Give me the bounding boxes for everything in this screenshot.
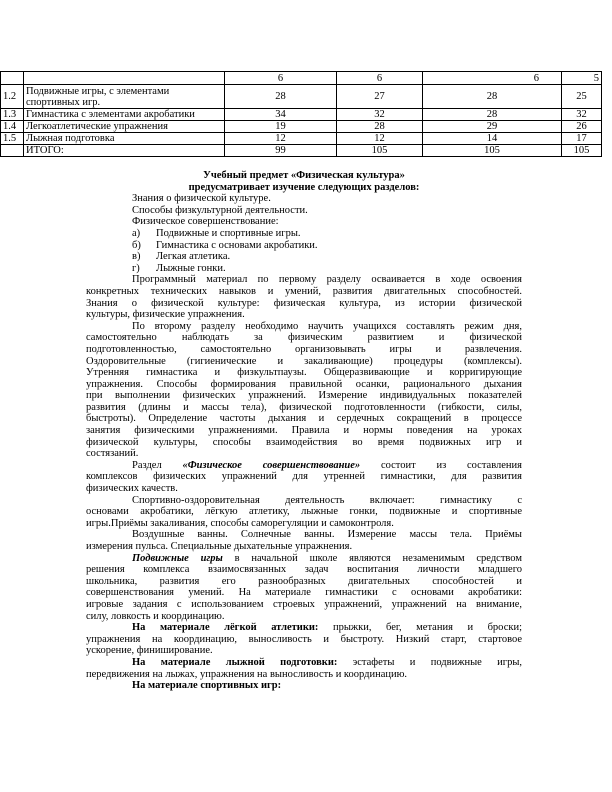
paragraph-line: состязаний. [86, 448, 139, 460]
section-item: Физическое совершенствование: [132, 216, 279, 228]
list-text: Подвижные и спортивные игры. [156, 227, 301, 239]
table-cell: 6 [337, 72, 423, 85]
section-item: Способы физкультурной деятельности. [132, 204, 308, 216]
list-item [86, 251, 522, 263]
table-cell: 29 [423, 121, 562, 133]
document-body [86, 170, 522, 692]
paragraph-line: Воздушные ванны. Солнечные ванны. Измерение массы тела. Приёмы [132, 529, 522, 541]
heading-line-2: предусматривает изучение следующих разделов: [188, 181, 420, 193]
table-cell: 32 [337, 109, 423, 121]
section-item: Знания о физической культуре. [132, 193, 271, 205]
heading-line-1: Учебный предмет «Физическая культура» [203, 170, 405, 181]
row-name: Лыжная подготовка [24, 133, 225, 145]
table-cell: 6 [423, 72, 562, 85]
table-cell: 6 [225, 72, 337, 85]
table-cell: 28 [225, 85, 337, 109]
row-number: 1.5 [1, 133, 24, 145]
paragraph-line: Раздел «Физическое совершенствование» состоит из составления [132, 459, 523, 471]
paragraph-line: силу, ловкость и координацию. [86, 610, 225, 622]
list-text: Гимнастика с основами акробатики. [156, 239, 318, 251]
paragraph-line: игровые задания с использованием строевых упражнений, упражнений на внимание, [86, 598, 522, 610]
table-cell: 17 [562, 133, 602, 145]
paragraph-line: По второму разделу необходимо научить учащихся составлять режим дня, [132, 320, 522, 332]
table-cell: 26 [562, 121, 602, 133]
table-cell: 32 [562, 109, 602, 121]
table-cell: 27 [337, 85, 423, 109]
paragraph-line: быстроты). Определение частоты дыхания и сердечных сокращений в процессе [86, 413, 522, 425]
paragraph-line: На материале лыжной подготовки: эстафеты и подвижные игры, [132, 656, 522, 668]
table-cell: 14 [423, 133, 562, 145]
list-item [86, 263, 522, 275]
table-cell: 105 [562, 145, 602, 157]
table-row [1, 72, 602, 85]
paragraph-line: комплексов физических упражнений для утренней гимнастики, для развития [86, 471, 522, 483]
paragraph-line: ускорение, финиширование. [86, 645, 213, 657]
paragraph-line: игры.Приёмы закаливания, способы саморегуляции и самоконтроля. [86, 517, 394, 529]
table-cell: 28 [423, 109, 562, 121]
row-number: 1.3 [1, 109, 24, 121]
table-cell: 5 [562, 72, 602, 85]
paragraph-line: На материале спортивных игр: [132, 680, 282, 692]
table-cell: 99 [225, 145, 337, 157]
paragraph-line: школьника, развития его разнообразных двигательных способностей и [86, 575, 522, 587]
table-row [1, 133, 602, 145]
table-row [1, 121, 602, 133]
row-name: Гимнастика с элементами акробатики [24, 109, 225, 121]
paragraph-line: самостоятельно наблюдать за физическим развитием и физической [86, 332, 522, 344]
list-text: Лыжные гонки. [156, 262, 226, 274]
hours-table [0, 71, 602, 157]
list-marker: в) [132, 251, 141, 263]
paragraph-line: На материале лёгкой атлетики: прыжки, бег, метания и броски; [132, 622, 522, 634]
paragraph-line: занятия физическими упражнениями. Правила и нормы поведения на уроках [86, 425, 522, 437]
paragraph-line: Подвижные игры в начальной школе являются незаменимым средством [132, 552, 522, 564]
paragraph-line: Оздоровительные (гигиенические и закаливающие) процедуры (комплексы). [86, 355, 522, 367]
paragraph-line: Программный материал по первому разделу осваивается в ходе освоения [132, 274, 522, 286]
table-cell: 12 [225, 133, 337, 145]
table-cell: 105 [337, 145, 423, 157]
row-name: Легкоатлетические упражнения [24, 121, 225, 133]
row-number: 1.4 [1, 121, 24, 133]
paragraph-line: упражнения. Способы формирования правильной осанки, рационального дыхания [86, 378, 522, 390]
paragraph-line: культуры, физические упражнения. [86, 309, 245, 321]
paragraph-line: упражнения на координацию, выносливость и быстроту. Низкий старт, стартовое [86, 633, 522, 645]
table-cell [24, 72, 225, 85]
table-cell: 34 [225, 109, 337, 121]
list-marker: б) [132, 239, 141, 251]
paragraph-line: Спортивно-оздоровительная деятельность включает: гимнастику с [132, 494, 522, 506]
paragraph-line: Утренняя гимнастика и физкультпаузы. Общеразвивающие и корригирующие [86, 367, 522, 379]
table-cell: 19 [225, 121, 337, 133]
paragraph-line: конкретных технических навыков и умений, развития двигательных способностей. [86, 285, 522, 297]
paragraph-line: физических качеств. [86, 483, 178, 495]
table-cell: 12 [337, 133, 423, 145]
table-cell: 28 [337, 121, 423, 133]
list-marker: г) [132, 262, 140, 274]
row-name: ИТОГО: [24, 145, 225, 157]
paragraph-line: передвижения на лыжах, упражнения на выносливость и координацию. [86, 668, 408, 680]
table-cell: 28 [423, 85, 562, 109]
paragraph-line: физической культуры, способы взаимодействия во время подвижных игр и [86, 436, 522, 448]
paragraph-line: решения комплекса взаимосвязанных задач воспитания личности младшего [86, 564, 522, 576]
paragraph-line: измерения пульса. Специальные дыхательные упражнения. [86, 541, 353, 552]
paragraph-line: Знания о физической культуре: физическая культура, из истории физической [86, 297, 522, 309]
table-cell: 25 [562, 85, 602, 109]
paragraph-line: подготовленностью, самостоятельно организовывать игры и развлечения. [86, 343, 522, 355]
paragraph-line: основами акробатики, лёгкую атлетику, лыжные гонки, подвижные и спортивные [86, 506, 522, 518]
paragraph-line: совершенствования умений. На материале гимнастики с основами акробатики: [86, 587, 522, 599]
table-cell: 105 [423, 145, 562, 157]
row-number [1, 145, 24, 157]
table-cell [1, 72, 24, 85]
paragraph-line: развития (длины и массы тела), физической подготовленности (гибкости, силы, [86, 401, 522, 413]
list-text: Легкая атлетика. [156, 251, 231, 263]
paragraph-line: при выполнении физических упражнений. Измерение индивидуальных показателей [86, 390, 522, 402]
row-number: 1.2 [1, 85, 24, 109]
table-row-total [1, 145, 602, 157]
list-marker: а) [132, 227, 141, 239]
list-item [86, 228, 522, 240]
list-item [86, 240, 522, 252]
table-row [1, 85, 602, 109]
table-row [1, 109, 602, 121]
row-name: Подвижные игры, с элементами спортивных игр. [24, 85, 225, 109]
